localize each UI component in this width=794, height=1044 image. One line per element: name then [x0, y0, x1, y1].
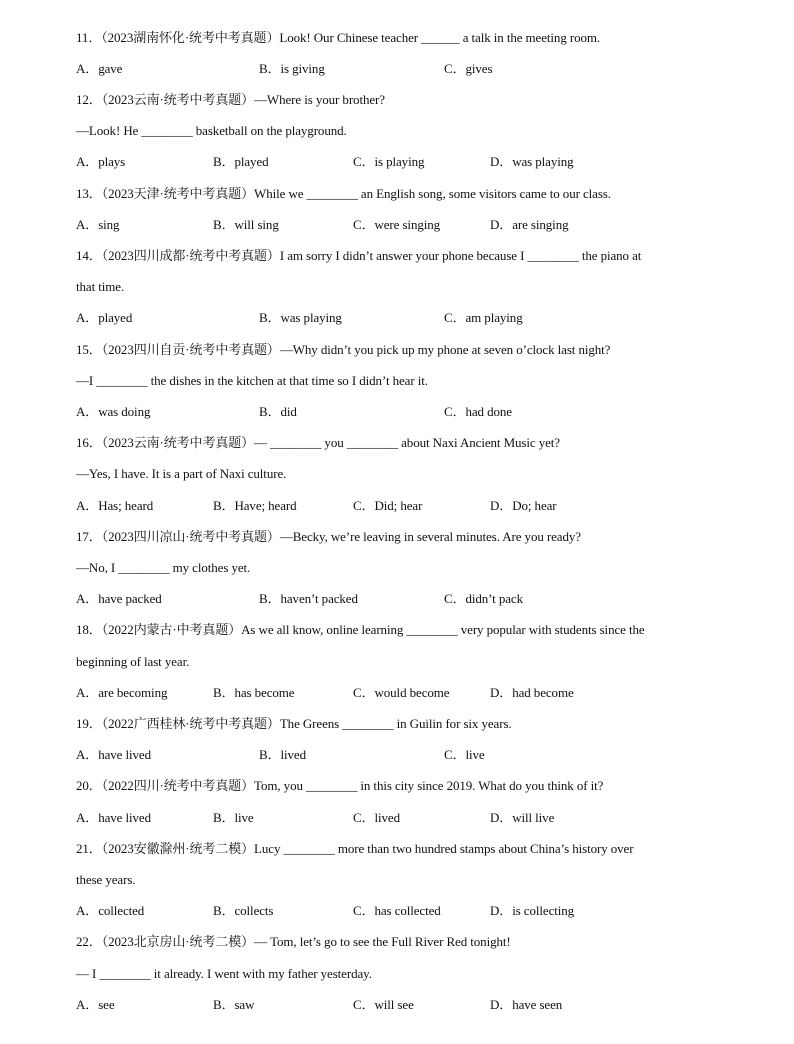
option-c[interactable]: C．is playing [353, 154, 425, 169]
option-a[interactable]: A．sing [76, 217, 120, 232]
option-c[interactable]: C．would become [353, 685, 450, 700]
option-c[interactable]: C．am playing [444, 310, 523, 325]
option-b[interactable]: B．is giving [259, 61, 325, 76]
question-text: —I ________ the dishes in the kitchen at that time so I didn’t hear it. [76, 373, 428, 388]
question-text: 17．（2023四川凉山·统考中考真题）—Becky, we’re leaving in several minutes. Are you ready? [76, 529, 581, 544]
option-b[interactable]: B．has become [213, 685, 295, 700]
question-text: 18．（2022内蒙古·中考真题）As we all know, online learning ________ very popular with students since the [76, 622, 645, 637]
option-d[interactable]: D．will live [490, 810, 555, 825]
question-text: 22．（2023北京房山·统考二模）— Tom, let’s go to see the Full River Red tonight! [76, 934, 511, 949]
question-text: 16．（2023云南·统考中考真题）— ________ you ________ about Naxi Ancient Music yet? [76, 435, 560, 450]
option-b[interactable]: B．Have; heard [213, 498, 297, 513]
question-17-options [76, 589, 774, 609]
question-12-stem [76, 90, 774, 110]
option-b[interactable]: B．did [259, 404, 297, 419]
question-21-stem-line2 [76, 870, 774, 890]
option-b[interactable]: B．haven’t packed [259, 591, 358, 606]
option-d[interactable]: D．are singing [490, 217, 569, 232]
option-c[interactable]: C．lived [353, 810, 400, 825]
option-a[interactable]: A．collected [76, 903, 145, 918]
question-text: 21．（2023安徽滁州·统考二模）Lucy ________ more than two hundred stamps about China’s history over [76, 841, 634, 856]
question-11-options [76, 59, 774, 79]
question-17-stem-line2 [76, 558, 774, 578]
option-b[interactable]: B．will sing [213, 217, 279, 232]
option-c[interactable]: C．gives [444, 61, 493, 76]
question-text: 15．（2023四川自贡·统考中考真题）—Why didn’t you pick up my phone at seven o’clock last night? [76, 342, 611, 357]
question-20-options [76, 808, 774, 828]
option-a[interactable]: A．have packed [76, 591, 162, 606]
question-text: 19．（2022广西桂林·统考中考真题）The Greens ________ in Guilin for six years. [76, 716, 512, 731]
option-d[interactable]: D．have seen [490, 997, 563, 1012]
question-14-stem-line2 [76, 277, 774, 297]
question-18-options [76, 683, 774, 703]
option-c[interactable]: C．will see [353, 997, 414, 1012]
question-12-options [76, 152, 774, 172]
option-c[interactable]: C．live [444, 747, 485, 762]
question-text: 13．（2023天津·统考中考真题）While we ________ an English song, some visitors came to our class. [76, 186, 611, 201]
option-b[interactable]: B．lived [259, 747, 306, 762]
question-19-stem [76, 714, 774, 734]
question-text: —Yes, I have. It is a part of Naxi culture. [76, 466, 287, 481]
option-c[interactable]: C．Did; hear [353, 498, 423, 513]
question-text: —Look! He ________ basketball on the playground. [76, 123, 347, 138]
question-12-stem-line2 [76, 121, 774, 141]
question-text: 11．（2023湖南怀化·统考中考真题）Look! Our Chinese teacher ______ a talk in the meeting room. [76, 30, 601, 45]
question-text: 12．（2023云南·统考中考真题）—Where is your brother? [76, 92, 385, 107]
option-b[interactable]: B．played [213, 154, 269, 169]
question-22-stem [76, 932, 774, 952]
option-c[interactable]: C．has collected [353, 903, 441, 918]
option-b[interactable]: B．collects [213, 903, 274, 918]
question-16-stem [76, 433, 774, 453]
option-a[interactable]: A．played [76, 310, 133, 325]
option-c[interactable]: C．didn’t pack [444, 591, 523, 606]
option-d[interactable]: D．had become [490, 685, 574, 700]
question-13-stem [76, 184, 774, 204]
option-a[interactable]: A．are becoming [76, 685, 168, 700]
option-a[interactable]: A．see [76, 997, 115, 1012]
question-13-options [76, 215, 774, 235]
option-b[interactable]: B．was playing [259, 310, 342, 325]
question-text: —No, I ________ my clothes yet. [76, 560, 251, 575]
question-20-stem [76, 776, 774, 796]
question-text: these years. [76, 872, 136, 887]
option-d[interactable]: D．Do; hear [490, 498, 557, 513]
question-15-stem-line2 [76, 371, 774, 391]
question-text: 14．（2023四川成都·统考中考真题）I am sorry I didn’t answer your phone because I ________ the piano at [76, 248, 642, 263]
option-c[interactable]: C．were singing [353, 217, 441, 232]
question-text: — I ________ it already. I went with my father yesterday. [76, 966, 372, 981]
question-22-stem-line2 [76, 964, 774, 984]
option-a[interactable]: A．plays [76, 154, 126, 169]
option-a[interactable]: A．have lived [76, 747, 151, 762]
question-text: that time. [76, 279, 125, 294]
question-18-stem [76, 620, 774, 640]
option-d[interactable]: D．is collecting [490, 903, 575, 918]
question-22-options [76, 995, 774, 1015]
question-17-stem [76, 527, 774, 547]
question-16-options [76, 496, 774, 516]
question-19-options [76, 745, 774, 765]
question-text: 20．（2022四川·统考中考真题）Tom, you ________ in this city since 2019. What do you think of it? [76, 778, 604, 793]
question-14-options [76, 308, 774, 328]
question-14-stem [76, 246, 774, 266]
question-text: beginning of last year. [76, 654, 190, 669]
question-21-options [76, 901, 774, 921]
question-21-stem [76, 839, 774, 859]
option-a[interactable]: A．gave [76, 61, 123, 76]
question-11-stem [76, 28, 774, 48]
option-a[interactable]: A．Has; heard [76, 498, 154, 513]
question-18-stem-line2 [76, 652, 774, 672]
option-d[interactable]: D．was playing [490, 154, 574, 169]
question-15-stem [76, 340, 774, 360]
option-a[interactable]: A．was doing [76, 404, 151, 419]
question-16-stem-line2 [76, 464, 774, 484]
question-15-options [76, 402, 774, 422]
option-b[interactable]: B．saw [213, 997, 255, 1012]
option-c[interactable]: C．had done [444, 404, 512, 419]
option-b[interactable]: B．live [213, 810, 254, 825]
option-a[interactable]: A．have lived [76, 810, 151, 825]
